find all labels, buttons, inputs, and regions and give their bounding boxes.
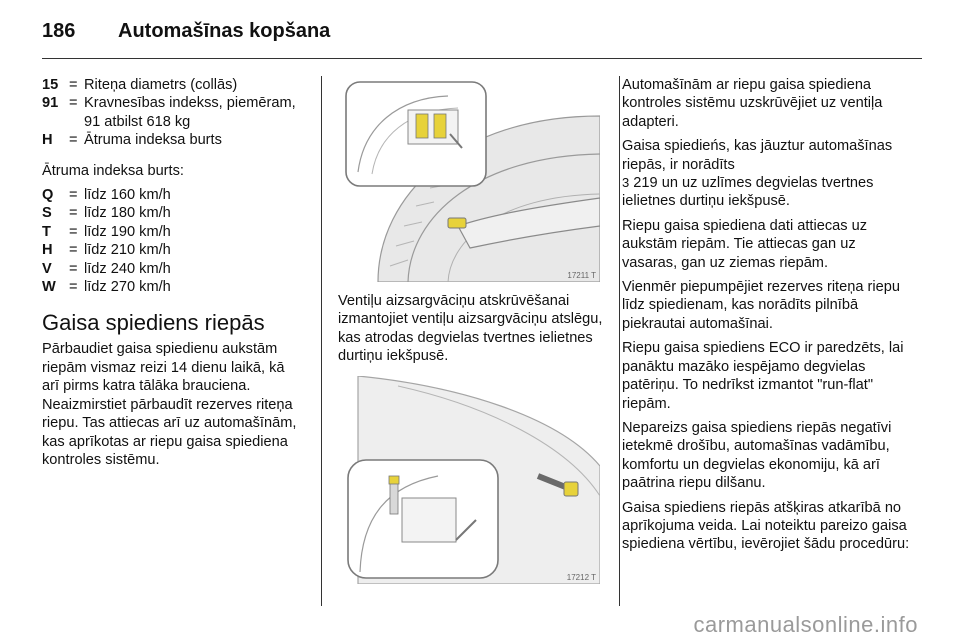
code-key: H	[42, 132, 53, 149]
speed-code-row	[42, 223, 304, 241]
code-value: Kravnesības indekss, piemēram, 91 atbilst 618 kg	[84, 95, 296, 130]
code-eq: =	[69, 132, 78, 149]
section-heading: Gaisa spiediens riepās	[42, 310, 265, 336]
code-key: Q	[42, 187, 54, 204]
code-eq: =	[69, 95, 78, 112]
column-divider	[321, 76, 322, 606]
tire-code-row	[42, 94, 304, 131]
pressure-check-paragraph: Pārbaudiet gaisa spiedienu aukstām riepām vismaz reizi 14 dienu laikā, kā arī pirms katra tālāka brauciena. Neaizmirstiet pārbaudīt rezerves riteņa riepu. Tas attiecas arī uz automašīnām, kas aprīkotas ar riepu gaisa spiediena kontroles sistēmu.	[42, 341, 297, 468]
code-eq: =	[69, 77, 78, 93]
page-reference-arrow[interactable]: 3	[622, 175, 630, 191]
code-key: 15	[42, 77, 59, 93]
code-value: līdz 210 km/h	[84, 242, 171, 259]
code-eq: =	[69, 279, 78, 296]
code-key: S	[42, 205, 52, 222]
code-key: V	[42, 260, 52, 277]
pressure-location-paragraph	[622, 137, 912, 211]
illustration-fuel-door-adapter	[338, 376, 600, 584]
watermark: carmanualsonline.info	[693, 612, 918, 637]
speed-code-list	[42, 186, 304, 296]
code-value: Ātruma indeksa burts	[84, 132, 222, 149]
code-eq: =	[69, 242, 78, 259]
middle-column	[338, 76, 603, 584]
valve-adapter-illustration	[338, 376, 600, 584]
code-eq: =	[69, 187, 78, 204]
tire-code-row	[42, 131, 304, 149]
code-value: līdz 180 km/h	[84, 205, 171, 222]
right-column	[622, 76, 912, 560]
speed-code-row	[42, 241, 304, 259]
tire-code-row	[42, 76, 304, 94]
pressure-location-text-rest: 219 un uz uzlīmes degvielas tvertnes ielietnes durtiņu iekšpusē.	[622, 175, 874, 210]
spare-tire-paragraph: Vienmēr piepumpējiet rezerves riteņa riepu līdz spiedienam, kas norādīts pilnībā piekrautai automašīnai.	[622, 279, 900, 332]
code-key: 91	[42, 95, 59, 112]
adapter-paragraph: Automašīnām ar riepu gaisa spiediena kontroles sistēmu uzskrūvējiet uz ventiļa adapteri.	[622, 77, 883, 130]
figure-id: 17212 T	[566, 572, 596, 582]
code-key: T	[42, 223, 51, 240]
eco-pressure-paragraph: Riepu gaisa spiediens ECO ir paredzēts, lai panāktu mazāko iespējamo degvielas patēriņu. To nedrīkst izmantot "run-flat" riepām.	[622, 340, 904, 412]
figure-caption: Ventiļu aizsargvāciņu atskrūvēšanai izmantojiet ventiļu aizsargvāciņu atslēgu, kas atrodas degvielas tvertnes ielietnes durtiņu iekšpusē.	[338, 293, 603, 365]
page-header	[42, 14, 922, 48]
code-eq: =	[69, 205, 78, 222]
code-value: līdz 240 km/h	[84, 260, 171, 277]
header-divider	[42, 58, 922, 59]
figure-id: 17211 T	[567, 271, 596, 280]
code-key: W	[42, 279, 56, 296]
tire-code-list	[42, 76, 304, 150]
speed-code-row	[42, 260, 304, 278]
code-value: Riteņa diametrs (collās)	[84, 77, 238, 93]
code-value: līdz 190 km/h	[84, 223, 171, 240]
cold-tires-paragraph: Riepu gaisa spiediena dati attiecas uz aukstām riepām. Tie attiecas gan uz vasaras, gan uz ziemas riepām.	[622, 217, 868, 271]
page-number: 186	[42, 20, 76, 42]
page-title: Automašīnas kopšana	[118, 20, 331, 42]
left-column	[42, 76, 304, 475]
speed-code-row	[42, 278, 304, 296]
incorrect-pressure-paragraph: Nepareizs gaisa spiediens riepās negatīvi ietekmē drošību, automašīnas vadāmību, komfortu un degvielas ekonomiju, kā arī paātrina riepu dilšanu.	[622, 419, 892, 492]
speed-code-row	[42, 186, 304, 204]
pressure-location-text: Gaisa spiedieńs, kas jāuztur automašīnas riepās, ir norādīts	[622, 138, 893, 173]
speed-code-row	[42, 204, 304, 222]
illustration-tire-valve	[338, 76, 600, 282]
code-eq: =	[69, 260, 78, 277]
code-value: līdz 160 km/h	[84, 187, 171, 204]
column-divider	[619, 76, 620, 606]
code-key: H	[42, 242, 53, 259]
code-eq: =	[69, 223, 78, 240]
code-value: līdz 270 km/h	[84, 279, 171, 296]
valve-cap-wrench-illustration	[338, 76, 600, 282]
speed-index-intro: Ātruma indeksa burts:	[42, 162, 184, 179]
equipment-paragraph: Gaisa spiediens riepās atšķiras atkarībā no aprīkojuma veida. Lai noteiktu pareizo gaisa spiediena vērtību, ievērojiet šādu procedūru:	[622, 499, 910, 553]
